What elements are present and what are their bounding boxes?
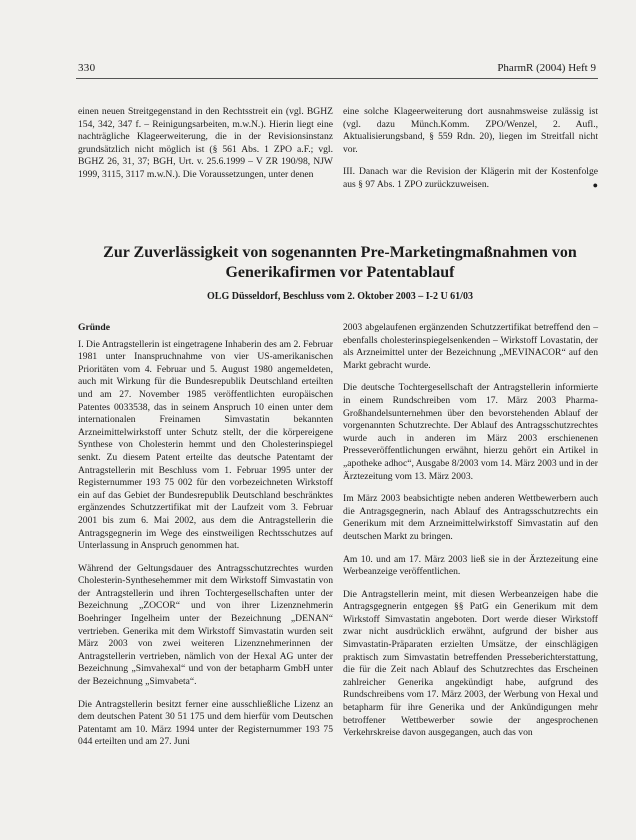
article-paragraph: Die Antragstellerin meint, mit diesen Werbeanzeigen habe die Antragsgegnerin entgegen §§ PatG ein Generikum mit dem Wirkstoff Simvastatin angeboten. Dort werde dieser Wirkstoff zwar nicht ausdrücklich erwähnt, aufgrund der bisher aus Simvastatin-Präparaten erzielten Umsätze, der einschlägigen praktisch zum Simvastatin betreffenden Presseberichterstattung, die für die Zeit nach Ablauf des Schutzrechtes das Erscheinen zahlreicher Generika angekündigt habe, aufgrund des Rundschreibens vom 17. März 2003, der Werbung von Hexal und betapharm für ihre Generika und der Ankündigungen mehr betroffener Wettbewerber sowie der angesprochenen Verkehrskreise davon ausgegangen, auch das von (343, 588, 598, 739)
previous-article-decision (343, 166, 598, 191)
end-mark-icon: ● (592, 179, 598, 190)
page-number: 330 (78, 62, 96, 74)
decision-text: III. Danach war die Revision der Klägerin mit der Kostenfolge aus § 97 Abs. 1 ZPO zurückzuweisen. (343, 166, 598, 190)
article-paragraph: Im März 2003 beabsichtigte neben anderen Wettbewerbern auch die Antragsgegnerin, nach Ablauf des Antragsschutzrechts ein Generikum mit dem Arzneimittelwirkstoff Simvastatin auf den deutschen Markt zu bringen. (343, 493, 598, 542)
article-title: Zur Zuverlässigkeit von sogenannten Pre-Marketingmaßnahmen von Generikafirmen vor Patentablauf (103, 244, 577, 281)
article-paragraph: Am 10. und am 17. März 2003 ließ sie in der Ärztezeitung eine Werbeanzeige veröffentlichen. (343, 553, 598, 578)
header-rule (76, 78, 598, 79)
previous-article-text: einen neuen Streitgegenstand in den Rechtsstreit ein (vgl. BGHZ 154, 342, 347 f. – Reinigungsarbeiten, m.w.N.). Hierin liegt eine nachträgliche Klageerweiterung, die in der Revisionsinstanz grundsätzlich nicht möglich ist (§ 561 Abs. 1 ZPO a.F.; vgl. BGHZ 26, 31, 37; BGH, Urt. v. 25.6.1999 – V ZR 190/98, NJW 1999, 3115, 3117 m.w.N.). Die Voraussetzungen, unter denen (78, 106, 333, 180)
article-paragraph: Die Antragstellerin besitzt ferner eine ausschließliche Lizenz an dem deutschen Patent 30 51 175 und dem hierfür vom Deutschen Patentamt am 10. März 1994 unter der Registernummer 193 75 044 erteilten und am 27. Juni (78, 698, 333, 748)
previous-article-left-column (78, 106, 333, 182)
article-paragraph: Während der Geltungsdauer des Antragsschutzrechtes wurden Cholesterin-Synthesehemmer mit dem Wirkstoff Simvastatin von der Antragstellerin und ihren Tochtergesellschaften unter der Bezeichnung „ZOCOR“ und von ihrer Lizenznehmerin Boehringer Ingelheim unter der Bezeichnung „DENAN“ vertrieben. Generika mit dem Wirkstoff Simvastatin wurden seit März 2003 von zwei weiteren Lizenznehmerinnen der Antragstellerin vertrieben, nämlich von der Hexal AG unter der Bezeichnung „Simvahexal“ und von der betapharm GmbH unter der Bezeichnung „Simvabeta“. (78, 562, 333, 688)
article-right-column (343, 322, 598, 740)
article-left-column (78, 322, 333, 749)
previous-article-conclusion: eine solche Klageerweiterung dort ausnahmsweise zulässig ist (vgl. dazu Münch.Komm. ZPO/Wenzel, 2. Aufl., Aktualisierungsband, § 559 Rdn. 20), liegen im Streitfall nicht vor. (343, 106, 598, 155)
article-paragraph: 2003 abgelaufenen ergänzenden Schutzzertifikat betreffend den – ebenfalls cholesterinspiegelsenkenden – Wirkstoff Lovastatin, der als Arzneimittel unter der Bezeichnung „MEVINACOR“ auf den Markt gebracht wurde. (343, 322, 598, 371)
section-heading-gruende: Gründe (78, 322, 110, 333)
article-paragraph: I. Die Antragstellerin ist eingetragene Inhaberin des am 2. Februar 1981 unter Inanspruchnahme von vier US-amerikanischen Prioritäten vom 4. Februar und 5. August 1980 angemeldeten, auch mit Wirkung für die Bundesrepublik Deutschland erteilten und am 27. November 1985 veröffentlichten europäischen Patentes 0033538, das in seinem Anspruch 10 einen unter dem internationalen Freinamen Simvastatin bekannten Arzneimittelwirkstoff unter Schutz stellt, der die körpereigene Synthese von Cholesterin hemmt und den Cholesterinspiegel senkt. Zu diesem Patent erteilte das deutsche Patentamt der Antragstellerin mit Beschluss vom 1. Februar 1995 unter der Registernummer 193 75 002 für den vorbezeichneten Wirkstoff ein auf das Gebiet der Bundesrepublik Deutschland beschränktes ergänzendes Schutzzertifikat mit der Laufzeit vom 3. Februar 2001 bis zum 6. Mai 2002, aus dem die Antragstellerin die Antragsgegnerin im Wege des einstweiligen Rechtsschutzes auf Unterlassung in Anspruch genommen hat. (78, 338, 333, 552)
article-paragraph: Die deutsche Tochtergesellschaft der Antragstellerin informierte in einem Rundschreiben vom 17. März 2003 Pharma-Großhandelsunternehmen über den bevorstehenden Ablauf der vorgenannten Schutzrechte. Der Ablauf des Antragsschutzrechtes wurde auch in anderen im März 2003 erschienenen Presseveröffentlichungen erwähnt, hierzu gehört ein Artikel in „apotheke adhoc“, Ausgabe 8/2003 vom 14. März 2003 und in der Ärztezeitung vom 13. März 2003. (343, 382, 598, 482)
journal-running-header: PharmR (2004) Heft 9 (497, 62, 596, 74)
court-citation: OLG Düsseldorf, Beschluss vom 2. Oktober 2003 – I-2 U 61/03 (207, 291, 473, 302)
previous-article-right-column (343, 106, 598, 192)
